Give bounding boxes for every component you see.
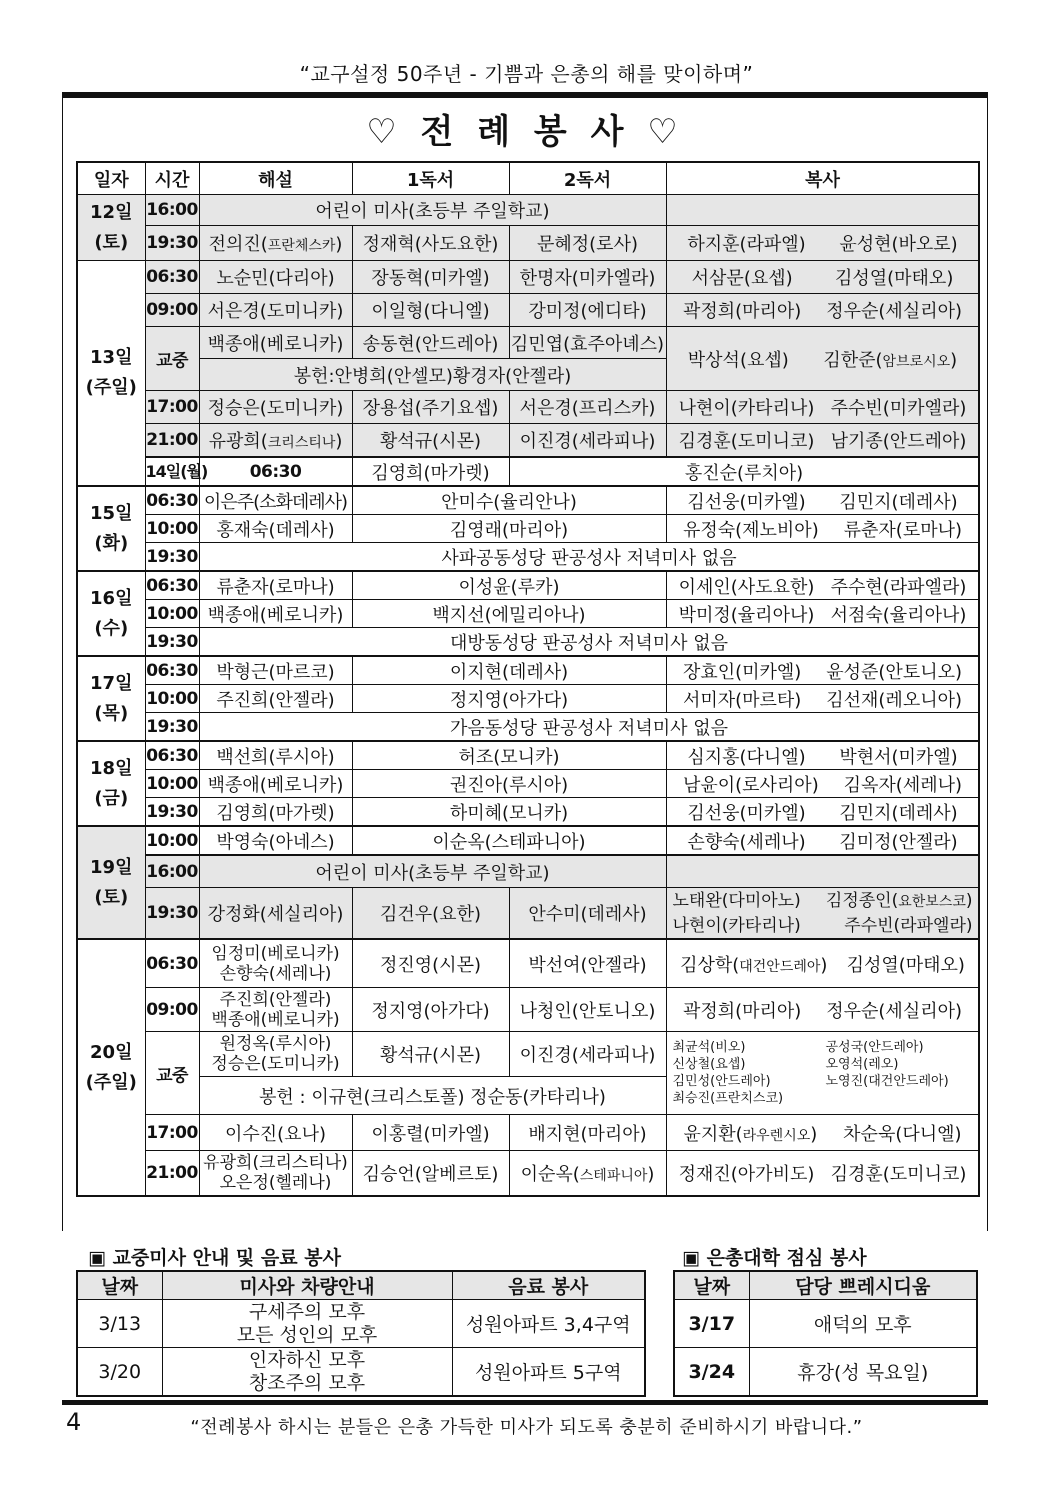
commentator-cell: 백종애(베로니카): [199, 327, 352, 359]
date-cell: 3/13: [77, 1300, 162, 1348]
reading2-cell: 배지현(마리아): [509, 1115, 666, 1151]
guide-text: 창조주의 모후: [248, 1371, 366, 1394]
col-drink-service: 음료 봉사: [452, 1271, 645, 1300]
name-text: 주수빈(라파엘라): [844, 915, 973, 936]
time-cell: 17:00: [145, 391, 199, 424]
day-label: 13일: [90, 347, 133, 368]
table-row: [77, 770, 979, 798]
servers-cell: [666, 1151, 979, 1197]
name-text: ): [950, 349, 958, 371]
name-text: [680, 951, 827, 977]
name-text: 서미자(마르타): [682, 689, 802, 711]
name-text: 김선웅(미카엘): [687, 802, 806, 824]
page-number: 4: [66, 1408, 82, 1436]
servers-cell: [666, 1032, 979, 1115]
table-row: [77, 424, 979, 458]
commentator-cell: [199, 988, 352, 1032]
lunch-service-table: [673, 1270, 978, 1397]
name-text: ): [335, 431, 343, 452]
name-text: 공성국(안드레아): [825, 1040, 924, 1055]
col-commentator: 해설: [199, 162, 352, 195]
reading2-cell: 안수미(데레사): [509, 888, 666, 940]
time-cell: 21:00: [145, 1151, 199, 1197]
name-text: 남기종(안드레아): [830, 431, 967, 452]
reading1-cell: 정진영(시몬): [352, 939, 509, 988]
name-text: [823, 346, 957, 372]
name-text: [826, 1090, 979, 1107]
table-row: [77, 261, 979, 294]
table-row: [77, 1151, 979, 1197]
reading-cell: 홍진순(루치아): [509, 457, 979, 486]
table-row: [77, 294, 979, 327]
servers-cell: [666, 741, 979, 770]
footer-rule: [62, 1400, 988, 1405]
name-text: 류춘자(로마나): [843, 519, 963, 541]
name-text: 임정미(베로니카): [211, 943, 340, 964]
reading2-cell: [509, 1151, 666, 1197]
name-text: 전의진(: [208, 234, 268, 255]
name-text: 서삼문(요셉): [691, 268, 793, 289]
col-date: 날짜: [674, 1271, 749, 1300]
name-text: 노태완(다미아노): [672, 890, 801, 911]
table-row: [77, 1348, 645, 1397]
reading1-cell: 김승언(알베르토): [352, 1151, 509, 1197]
reading2-cell: 이진경(세라피나): [509, 424, 666, 458]
reading-cell: 백지선(에밀리아나): [352, 600, 666, 628]
name-text: 나현이(카타리나): [672, 915, 801, 936]
name-text: 김민성(안드레아): [672, 1074, 771, 1089]
table-row: [77, 888, 979, 940]
name-text: 차순욱(다니엘): [843, 1123, 962, 1145]
reading-cell: 김영래(마리아): [352, 515, 666, 543]
name-text: 오은정(헬레나): [219, 1173, 332, 1193]
time-cell: 06:30: [145, 261, 199, 294]
weekday-label: (수): [94, 617, 129, 639]
servers-cell: [666, 855, 979, 888]
liturgy-schedule-table: [76, 161, 980, 1197]
reading1-cell: 정재혁(사도요한): [352, 226, 509, 261]
page-footer: “전례봉사 하시는 분들은 은총 가득한 미사가 되도록 충분히 준비하시기 바랍니다.”: [190, 1417, 863, 1438]
name-text: 주수빈(미카엘라): [830, 398, 967, 419]
offertory-cell: 봉헌 : 이규현(크리스토폴) 정순동(카타리나): [199, 1077, 666, 1115]
name-text: 장효인(미카엘): [682, 661, 802, 683]
reading-cell: 정지영(아가다): [352, 685, 666, 713]
servers-cell: [666, 798, 979, 827]
name-text: 김선웅(미카엘): [687, 491, 806, 513]
table-row: [77, 600, 979, 628]
time-cell: 06:30: [199, 457, 352, 486]
table-row: [77, 656, 979, 685]
name-text: 정우순(세실리아): [826, 1000, 963, 1022]
guide-text: 모든 성인의 모후: [236, 1323, 378, 1346]
table-row: [77, 1032, 979, 1077]
name-text: 최승진(프란치스코): [672, 1091, 784, 1106]
time-cell: 16:00: [145, 195, 199, 226]
day-cell: [77, 195, 145, 261]
name-text: ): [820, 954, 828, 976]
commentator-cell: 박영숙(아네스): [199, 826, 352, 855]
table-row: [77, 939, 979, 988]
name-text: 정승은(도미니카): [211, 1054, 340, 1074]
day-label: 18일: [90, 757, 133, 779]
reading1-cell: 황석규(시몬): [352, 1032, 509, 1077]
team-cell: 휴강(성 목요일): [749, 1348, 977, 1397]
servers-cell: [666, 571, 979, 600]
col-servers: 복사: [666, 162, 979, 195]
reading2-cell: 강미정(에디타): [509, 294, 666, 327]
day-label: 16일: [90, 587, 133, 609]
reading2-cell: 김민엽(효주아녜스): [509, 327, 666, 359]
time-cell: 10:00: [145, 515, 199, 543]
servers-cell: [666, 600, 979, 628]
reading1-cell: 송동현(안드레아): [352, 327, 509, 359]
commentator-cell: 노순민(다리아): [199, 261, 352, 294]
name-text: 심지홍(다니엘): [687, 746, 806, 768]
time-cell: 19:30: [145, 798, 199, 827]
commentator-cell: 서은경(도미니카): [199, 294, 352, 327]
time-cell: 19:30: [145, 888, 199, 940]
name-text: 서점숙(율리아나): [830, 604, 967, 626]
name-text: 요한보스코: [898, 893, 966, 910]
name-text: 윤성현(바오로): [839, 234, 958, 255]
drink-cell: 성원아파트 5구역: [452, 1348, 645, 1397]
table-row: [77, 1300, 645, 1348]
name-text: 대건안드레아: [739, 958, 821, 975]
time-cell: 06:30: [145, 741, 199, 770]
note-cell: 사파공동성당 판공성사 저녁미사 없음: [199, 543, 979, 572]
table-row: [77, 486, 979, 515]
table-row: [77, 327, 979, 359]
servers-cell: [666, 327, 979, 391]
name-text: 김성열(마태오): [834, 268, 954, 289]
page-title: ♡ 전 례 봉 사 ♡: [366, 112, 684, 152]
time-cell: 교중: [145, 327, 199, 391]
table-row: [77, 571, 979, 600]
commentator-cell: 백종애(베로니카): [199, 770, 352, 798]
col-praesidium: 담당 쁘레시디움: [749, 1271, 977, 1300]
name-text: 곽정희(마리아): [682, 301, 802, 322]
note-cell: 대방동성당 판공성사 저녁미사 없음: [199, 628, 979, 657]
servers-cell: [666, 226, 979, 261]
offertory-cell: 봉헌:안병희(안셀모)황경자(안젤라): [199, 359, 666, 391]
commentator-cell: 김영희(마가렛): [352, 457, 509, 486]
table-row: [77, 226, 979, 261]
reading-cell: 안미수(율리안나): [352, 486, 666, 515]
name-text: 이순옥(: [520, 1164, 580, 1185]
commentator-cell: 홍재숙(데레사): [199, 515, 352, 543]
table-row: [674, 1300, 977, 1348]
col-mass-guide: 미사와 차량안내: [162, 1271, 452, 1300]
servers-cell: [666, 939, 979, 988]
commentator-cell: 강정화(세실리아): [199, 888, 352, 940]
servers-cell: [666, 770, 979, 798]
reading1-cell: 이홍렬(미카엘): [352, 1115, 509, 1151]
name-text: 스테파니아: [579, 1168, 648, 1184]
servers-cell: [666, 685, 979, 713]
reading-cell: 허조(모니카): [352, 741, 666, 770]
time-cell: 19:30: [145, 226, 199, 261]
name-text: 노영진(대건안드레아): [825, 1074, 949, 1089]
drink-cell: 성원아파트 3,4구역: [452, 1300, 645, 1348]
table-header-row: [77, 1271, 645, 1300]
date-cell: 3/17: [674, 1300, 749, 1348]
commentator-cell: 정승은(도미니카): [199, 391, 352, 424]
table-row: [77, 741, 979, 770]
reading1-cell: 장동혁(미카엘): [352, 261, 509, 294]
commentator-cell: 주진희(안젤라): [199, 685, 352, 713]
servers-cell: [666, 424, 979, 458]
section-title-mass-guide: ▣ 교중미사 안내 및 음료 봉사: [88, 1247, 341, 1269]
col-date: 날짜: [77, 1271, 162, 1300]
time-cell: 21:00: [145, 424, 199, 458]
name-text: 곽정희(마리아): [682, 1000, 802, 1022]
reading2-cell: 이진경(세라피나): [509, 1032, 666, 1077]
time-cell: 06:30: [145, 486, 199, 515]
name-text: 이세인(사도요한): [678, 576, 815, 598]
name-text: [683, 1120, 817, 1146]
name-text: 프란체스카: [267, 238, 336, 254]
time-cell: 10:00: [145, 770, 199, 798]
name-text: 김선재(레오니아): [826, 689, 963, 711]
weekday-label: (화): [94, 532, 129, 554]
col-date: 일자: [77, 162, 145, 195]
table-row: [77, 798, 979, 827]
name-text: 신상철(요셉): [672, 1057, 746, 1072]
table-row: [77, 195, 979, 226]
table-row: [77, 826, 979, 855]
time-cell: 10:00: [145, 600, 199, 628]
day-label: 12일: [90, 201, 133, 223]
name-text: 김상학(: [680, 954, 740, 976]
name-text: 라우렌시오: [742, 1127, 811, 1144]
name-text: 정우순(세실리아): [826, 301, 963, 322]
day-cell: [77, 571, 145, 656]
table-row: [77, 855, 979, 888]
table-row: [77, 713, 979, 742]
weekday-label: (목): [94, 702, 129, 724]
commentator-cell: [199, 424, 352, 458]
day-cell: [77, 261, 145, 487]
table-row: [77, 457, 979, 486]
name-text: ): [647, 1164, 655, 1185]
commentator-cell: 백종애(베로니카): [199, 600, 352, 628]
name-text: 정재진(아가비도): [678, 1164, 815, 1185]
commentator-cell: [199, 939, 352, 988]
reading-cell: 이지현(데레사): [352, 656, 666, 685]
name-text: 김정종인(: [825, 890, 899, 911]
commentator-cell: 박형근(마르코): [199, 656, 352, 685]
commentator-cell: 백선희(루시아): [199, 741, 352, 770]
name-text: 나현이(카타리나): [678, 398, 815, 419]
time-cell: 06:30: [145, 571, 199, 600]
date-cell: 3/20: [77, 1348, 162, 1397]
name-text: 박상석(요셉): [687, 349, 789, 371]
guide-text: 인자하신 모후: [248, 1348, 366, 1371]
commentator-cell: [199, 1151, 352, 1197]
note-cell: 어린이 미사(초등부 주일학교): [199, 195, 666, 226]
name-text: 남윤이(로사리아): [682, 774, 819, 796]
mass-guide-table: [76, 1270, 646, 1397]
time-cell: 10:00: [145, 685, 199, 713]
name-text: 김경훈(도미니코): [830, 1164, 967, 1185]
name-text: 크리스티나: [267, 435, 336, 451]
name-text: 김민지(데레사): [839, 491, 958, 513]
section-title-lunch-service: ▣ 은총대학 점심 봉사: [682, 1247, 867, 1269]
team-cell: 애덕의 모후: [749, 1300, 977, 1348]
reading-cell: 하미혜(모니카): [352, 798, 666, 827]
time-cell: 교중: [145, 1032, 199, 1115]
commentator-cell: 이은주(소화데레사): [199, 486, 352, 515]
name-text: 최균석(비오): [672, 1040, 746, 1055]
name-text: 김옥자(세레나): [843, 774, 963, 796]
name-text: 하지훈(라파엘): [687, 234, 806, 255]
servers-cell: [666, 391, 979, 424]
page-header: “교구설정 50주년 - 기쁨과 은총의 해를 맞이하며”: [299, 62, 754, 86]
name-text: ): [335, 234, 343, 255]
table-row: [77, 685, 979, 713]
name-text: 원정옥(루시아): [219, 1034, 332, 1054]
time-cell: 06:30: [145, 939, 199, 988]
time-cell: 06:30: [145, 656, 199, 685]
reading-cell: 이순옥(스테파니아): [352, 826, 666, 855]
col-time: 시간: [145, 162, 199, 195]
servers-cell: [666, 195, 979, 226]
commentator-cell: [199, 226, 352, 261]
table-header-row: [674, 1271, 977, 1300]
date-cell: 3/24: [674, 1348, 749, 1397]
day-cell: [77, 741, 145, 826]
name-text: ): [965, 890, 973, 911]
reading1-cell: 정지영(아가다): [352, 988, 509, 1032]
commentator-cell: [199, 1032, 352, 1077]
servers-cell: [666, 515, 979, 543]
mass-guide-cell: [162, 1348, 452, 1397]
name-text: 암브로시오: [882, 353, 951, 370]
time-cell: 19:30: [145, 543, 199, 572]
name-text: 손향숙(세레나): [219, 963, 332, 984]
servers-cell: [666, 656, 979, 685]
day-label: 19일: [90, 856, 133, 878]
day-label: 15일: [90, 502, 133, 524]
name-text: 김미정(안젤라): [839, 831, 958, 853]
name-text: [826, 889, 973, 914]
name-text: 백종애(베로니카): [211, 1009, 340, 1030]
reading2-cell: 나청인(안토니오): [509, 988, 666, 1032]
guide-text: 구세주의 모후: [248, 1300, 366, 1323]
time-cell: 09:00: [145, 988, 199, 1032]
name-text: 박미정(율리아나): [678, 604, 815, 626]
day-label: 20일: [90, 1041, 133, 1063]
note-cell: 어린이 미사(초등부 주일학교): [199, 855, 666, 888]
table-row: [77, 988, 979, 1032]
col-reading2: 2독서: [509, 162, 666, 195]
reading1-cell: 황석규(시몬): [352, 424, 509, 458]
weekday-label: (토): [94, 231, 129, 253]
time-cell: 17:00: [145, 1115, 199, 1151]
name-text: 주수현(라파엘라): [830, 576, 967, 598]
name-text: 윤지환(: [683, 1123, 743, 1145]
time-cell: 09:00: [145, 294, 199, 327]
time-cell: 16:00: [145, 855, 199, 888]
table-row: [77, 543, 979, 572]
name-text: 김민지(데레사): [839, 802, 958, 824]
commentator-cell: 김영희(마가렛): [199, 798, 352, 827]
reading2-cell: 한명자(미카엘라): [509, 261, 666, 294]
name-text: 박현서(미카엘): [839, 746, 958, 768]
name-text: 김성열(마태오): [846, 954, 965, 976]
name-text: 김한준(: [823, 349, 883, 371]
name-text: ): [810, 1123, 818, 1145]
commentator-cell: 이수진(요나): [199, 1115, 352, 1151]
col-reading1: 1독서: [352, 162, 509, 195]
day-label: 17일: [90, 672, 133, 694]
day-cell: [77, 826, 145, 939]
reading1-cell: 김건우(요한): [352, 888, 509, 940]
table-row: [77, 628, 979, 657]
day-cell: [77, 486, 145, 571]
note-cell: 가음동성당 판공성사 저녁미사 없음: [199, 713, 979, 742]
name-text: 유광희(크리스티나): [203, 1153, 348, 1173]
reading-cell: 이성윤(루카): [352, 571, 666, 600]
servers-cell: [666, 1115, 979, 1151]
day-cell: 14일(월): [145, 457, 199, 486]
reading1-cell: 이일형(다니엘): [352, 294, 509, 327]
time-cell: 19:30: [145, 713, 199, 742]
name-text: 김경훈(도미니코): [678, 431, 815, 452]
name-text: 윤성준(안토니오): [826, 661, 963, 683]
servers-cell: [666, 988, 979, 1032]
weekday-label: (금): [94, 787, 129, 809]
reading2-cell: 문혜정(로사): [509, 226, 666, 261]
weekday-label: (토): [94, 886, 129, 908]
reading1-cell: 장용섭(주기요셉): [352, 391, 509, 424]
table-row: [77, 515, 979, 543]
servers-cell: [666, 261, 979, 294]
table-header-row: [77, 162, 979, 195]
name-text: 주진희(안젤라): [219, 989, 332, 1010]
servers-cell: [666, 888, 979, 940]
servers-cell: [666, 486, 979, 515]
commentator-cell: 류춘자(로마나): [199, 571, 352, 600]
mass-guide-cell: [162, 1300, 452, 1348]
weekday-label: (주일): [85, 377, 137, 398]
name-text: 유광희(: [208, 431, 268, 452]
reading2-cell: 서은경(프리스카): [509, 391, 666, 424]
time-cell: 10:00: [145, 826, 199, 855]
servers-grid: [667, 1039, 979, 1107]
servers-cell: [666, 826, 979, 855]
name-text: 유정숙(제노비아): [682, 519, 819, 541]
table-row: [77, 391, 979, 424]
name-text: 손향숙(세레나): [687, 831, 806, 853]
reading2-cell: 박선여(안젤라): [509, 939, 666, 988]
day-cell: [77, 656, 145, 741]
table-row: [77, 1115, 979, 1151]
reading-cell: 권진아(루시아): [352, 770, 666, 798]
name-text: 오영석(레오): [825, 1057, 899, 1072]
servers-cell: [666, 294, 979, 327]
day-cell: [77, 939, 145, 1196]
weekday-label: (주일): [85, 1071, 137, 1093]
table-row: [674, 1348, 977, 1397]
time-cell: 19:30: [145, 628, 199, 657]
